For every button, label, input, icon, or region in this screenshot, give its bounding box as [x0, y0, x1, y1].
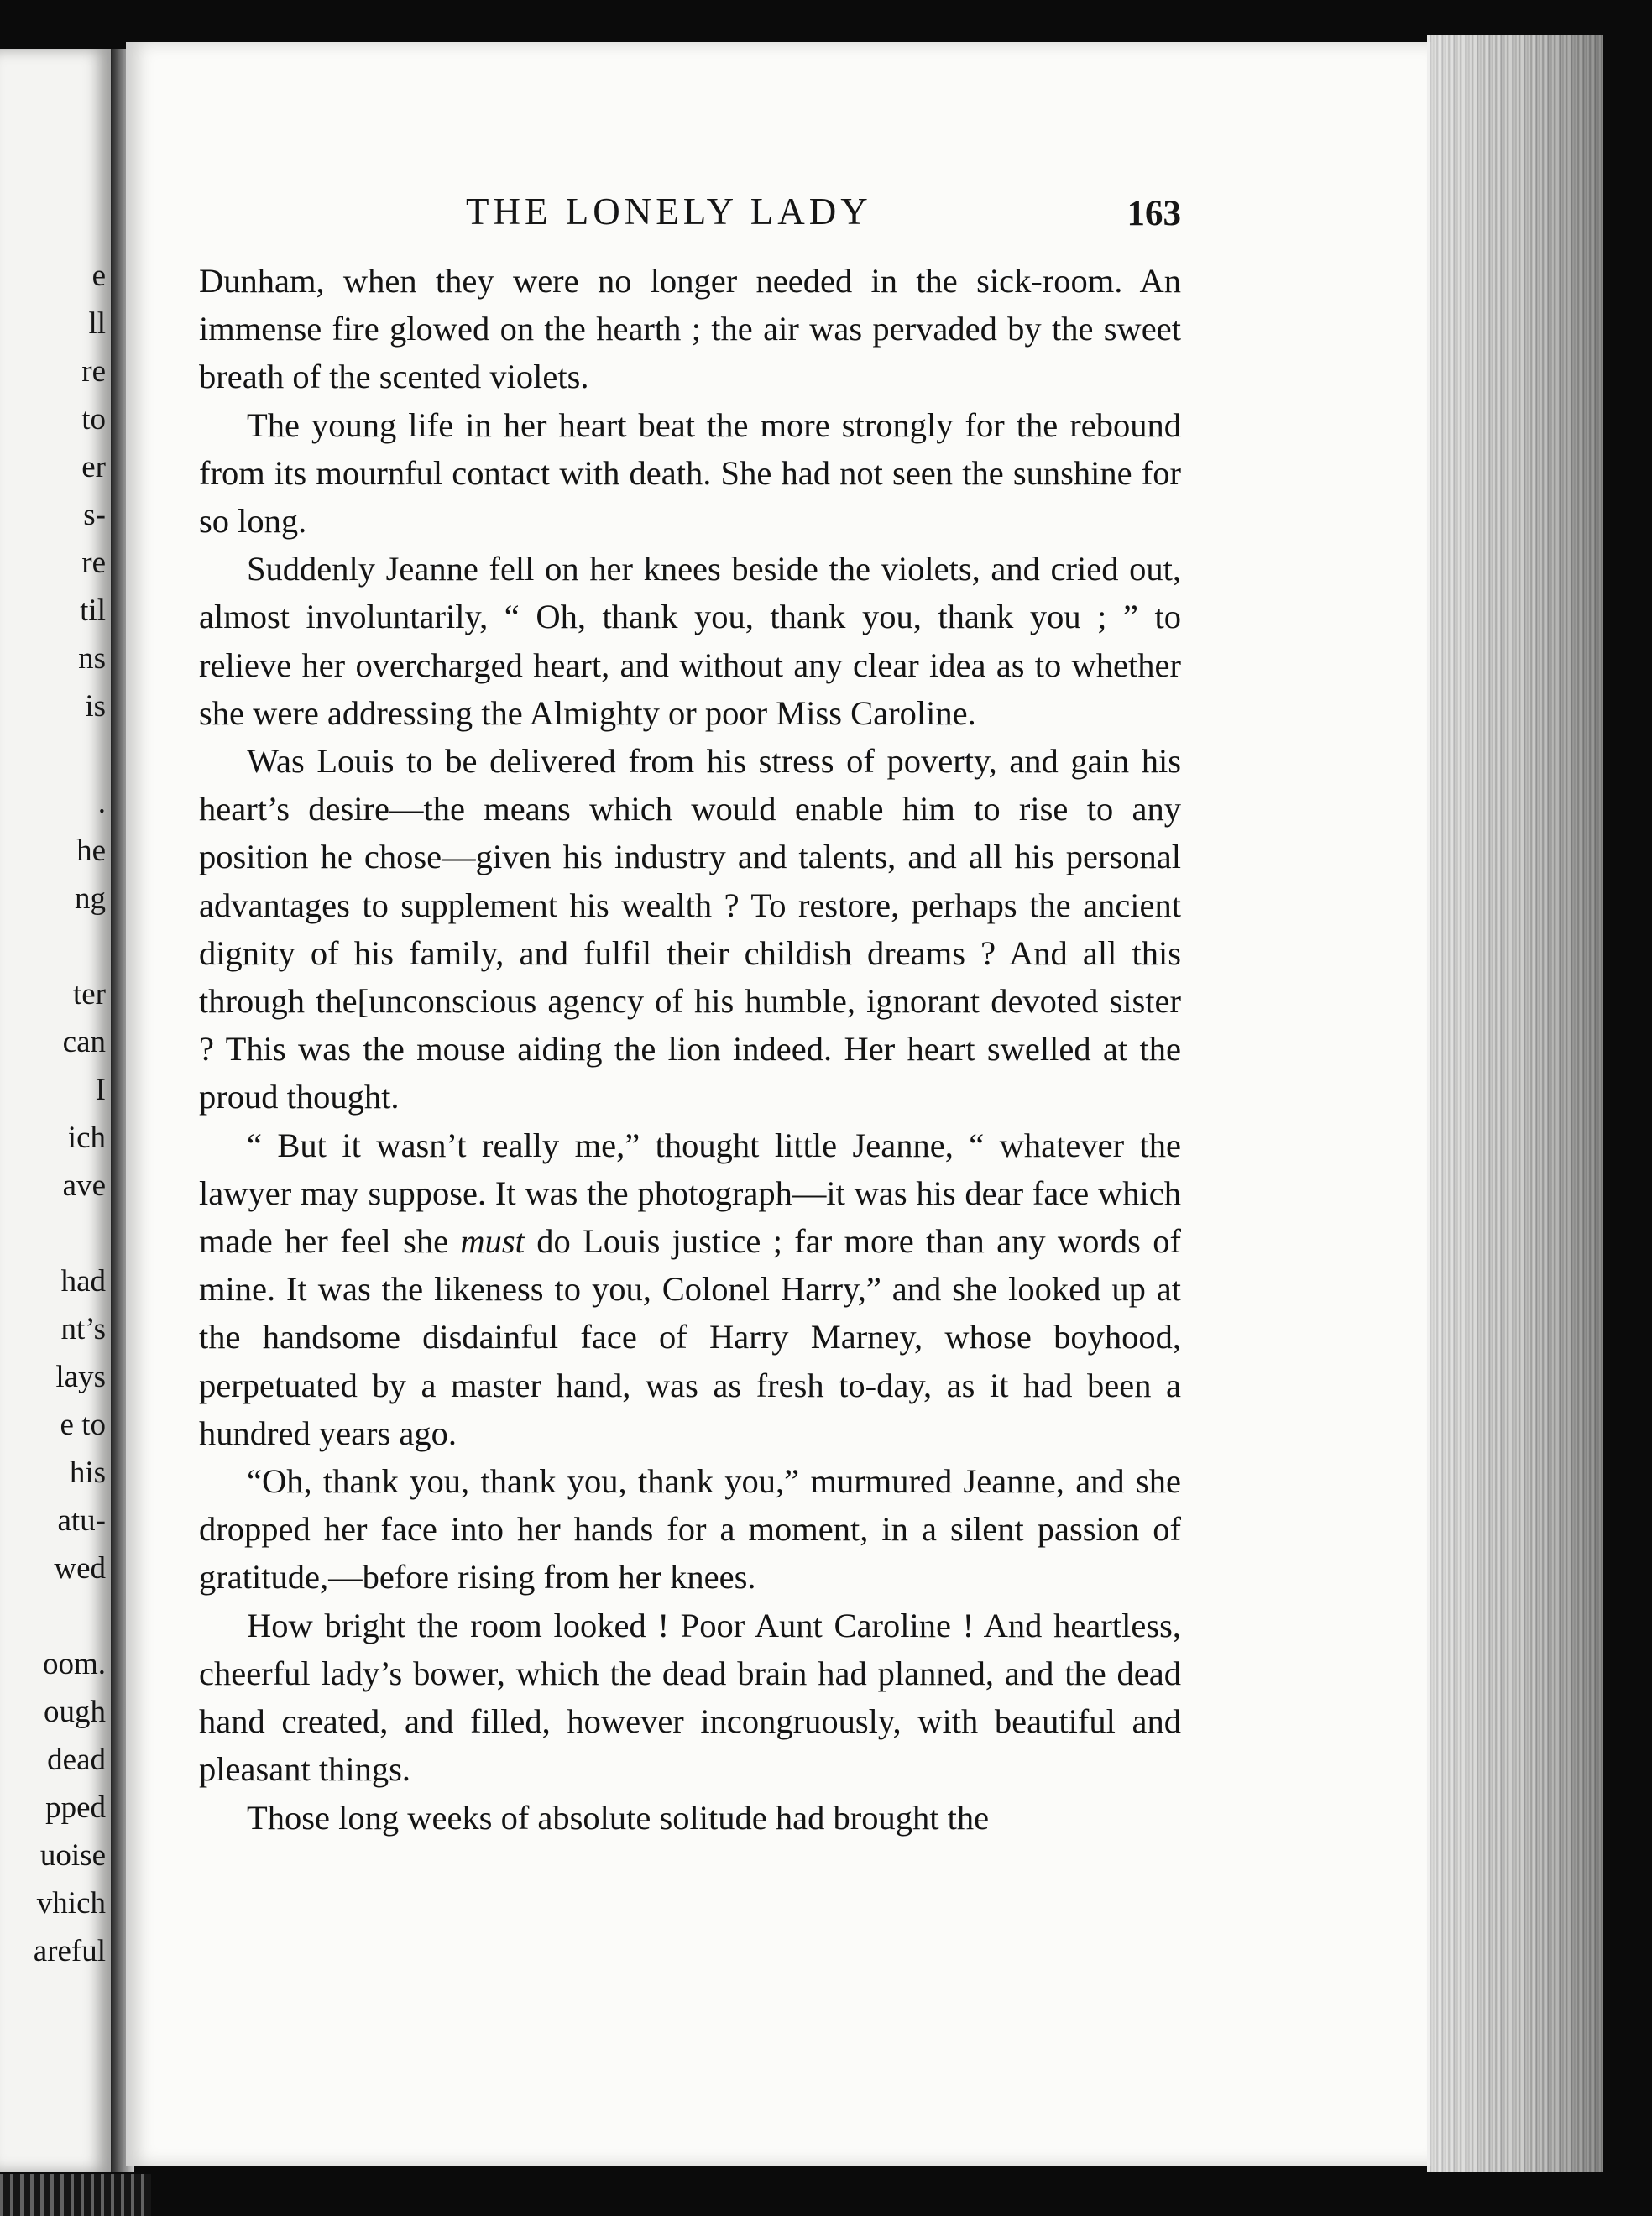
left-line: er [81, 450, 106, 484]
emphasis-text: must [460, 1222, 525, 1261]
paragraph: Those long weeks of absolute solitude had brought the [247, 1798, 990, 1837]
left-line: ter [72, 977, 106, 1011]
left-line: ns [78, 641, 106, 676]
left-line: s- [83, 498, 106, 532]
left-line: his [69, 1456, 106, 1490]
left-line: vhich [36, 1886, 106, 1921]
body-text [199, 257, 1181, 1842]
binding-edge [0, 2174, 151, 2216]
left-line: til [80, 593, 106, 628]
left-line: to [81, 402, 106, 436]
paragraph: Suddenly Jeanne fell on her knees beside the violets, and cried out, almost involuntarily, “ Oh, thank you, thank you, thank you ; ” to relieve her overcharged heart, and without any clear idea as to whether she were addressing the Almighty or poor Miss Caroline. [199, 550, 1181, 732]
paragraph: The young life in her heart beat the more strongly for the rebound from its mournful contact with death. She had not seen the sunshine for so long. [199, 405, 1181, 541]
left-line: dead [47, 1743, 106, 1777]
left-line: re [81, 354, 106, 389]
left-line: e [91, 259, 106, 293]
running-head-title: THE LONELY LADY [466, 191, 872, 233]
page-number: 163 [1127, 194, 1181, 233]
paragraph-text: do Louis justice ; far more than any words of mine. It was the likeness to you, Colonel Harry,” and she looked up at the handsome disdainful face of Harry Marney, whose boyhood, perpetuated by a master hand, was as fresh to-day, as it had been a hundred years ago. [199, 1222, 1181, 1452]
left-line: is [85, 689, 106, 724]
left-line: lays [55, 1360, 106, 1394]
paragraph [199, 1121, 1181, 1457]
left-line: ng [75, 881, 106, 916]
left-line: he [76, 834, 106, 868]
paragraph: Was Louis to be delivered from his stress of poverty, and gain his heart’s desire—the means which would enable him to rise to any position he chose—given his industry and talents, and all his personal advantages to supplement his wealth ? To restore, perhaps the ancient dignity of his family, and fulfil their childish dreams ? And all this through the[unconscious agency of his humble, ignorant devoted sister ? This was the mouse aiding the lion indeed. Her heart swelled at the proud thought. [199, 742, 1181, 1116]
left-line: ich [67, 1121, 106, 1155]
left-line: re [81, 546, 106, 580]
page-block-shadow [1427, 35, 1603, 2172]
paragraph: “Oh, thank you, thank you, thank you,” murmured Jeanne, and she dropped her face into her hands for a moment, in a silent passion of gratitude,—before rising from her knees. [199, 1462, 1181, 1597]
paragraph-text: “ But it wasn’t really me,” thought little Jeanne, “ whatever the lawyer may suppose. It was the photograph—it was his dear face which made her feel she [199, 1126, 1181, 1261]
left-line: nt’s [60, 1312, 106, 1346]
left-line: areful [33, 1934, 106, 1968]
left-line: wed [54, 1551, 106, 1586]
left-line: e to [60, 1408, 106, 1442]
running-head [199, 190, 1181, 240]
left-line: . [97, 786, 106, 820]
paragraph: Dunham, when they were no longer needed in the sick-room. An immense fire glowed on the hearth ; the air was pervaded by the sweet breath of the scented violets. [199, 262, 1181, 396]
left-line: atu- [57, 1503, 106, 1538]
left-line: ough [44, 1695, 106, 1729]
left-line: oom. [42, 1647, 106, 1681]
paragraph: How bright the room looked ! Poor Aunt Caroline ! And heartless, cheerful lady’s bower, which the dead brain had planned, and the dead hand created, and filled, however incongruously, with beautiful and pleasant things. [199, 1606, 1181, 1789]
left-line: I [95, 1073, 106, 1107]
left-line: uoise [39, 1838, 106, 1873]
left-line: ave [62, 1168, 106, 1203]
left-line: can [62, 1025, 106, 1059]
left-line: had [60, 1264, 106, 1299]
left-page [0, 49, 119, 2172]
left-line: ll [88, 306, 106, 341]
left-line: pped [45, 1790, 106, 1825]
